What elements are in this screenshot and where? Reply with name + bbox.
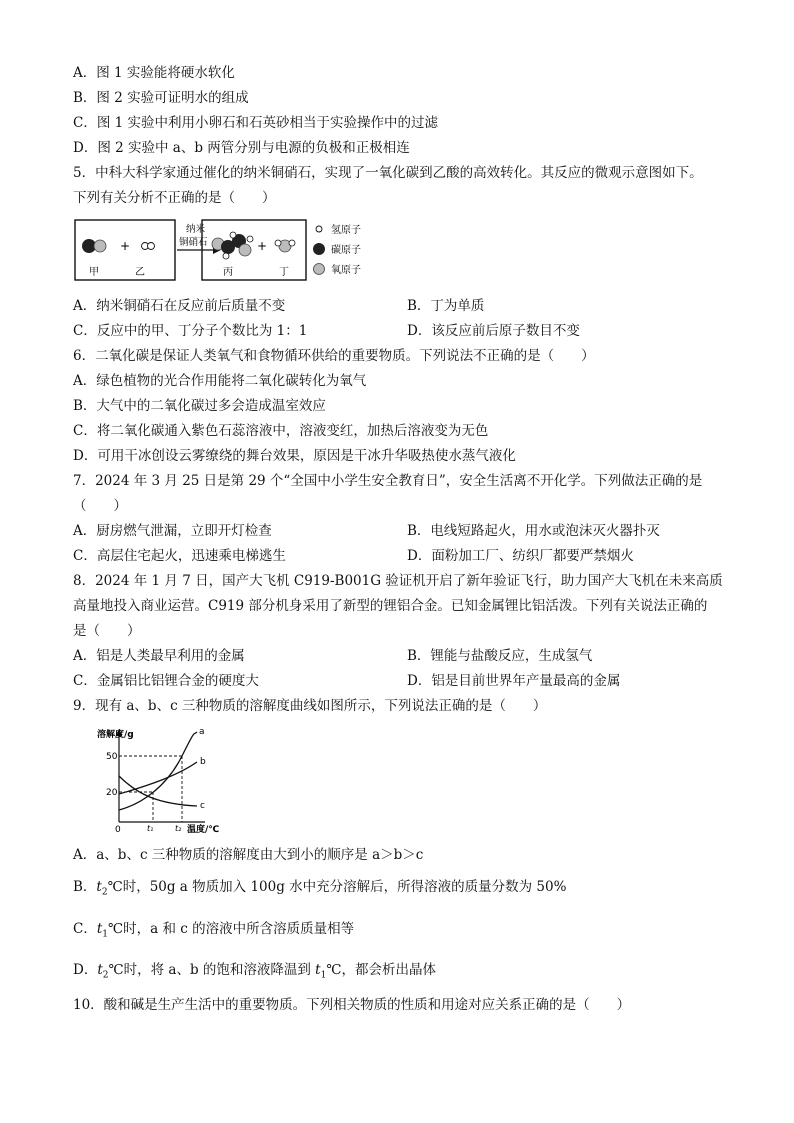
curve-a (119, 732, 197, 810)
legend-carbon-icon (313, 243, 325, 255)
q4-option-d: D．图 2 实验中 a、b 两管分别与电源的负极和正极相连 (73, 140, 410, 156)
y-axis-label: 溶解度/g (97, 730, 134, 740)
legend-hydrogen-icon (316, 226, 322, 232)
temp-symbol: t (315, 962, 321, 978)
q6-option-a: A．绿色植物的光合作用能将二氧化碳转化为氧气 (73, 373, 367, 389)
label-bing: 丙 (223, 267, 233, 278)
catalyst-label-top: 纳米 (186, 224, 206, 235)
q9-option-b (73, 878, 566, 902)
q9-option-a: A．a、b、c 三种物质的溶解度由大到小的顺序是 a＞b＞c (73, 847, 424, 863)
x-tick-t2: t₂ (175, 824, 182, 833)
q5-stem-line2: 下列有关分析不正确的是（ ） (73, 190, 276, 206)
x-axis-label: 温度/℃ (187, 825, 220, 835)
q9-stem: 9．现有 a、b、c 三种物质的溶解度曲线如图所示，下列说法正确的是（ ） (73, 698, 547, 714)
q8-stem-line1: 8．2024 年 1 月 7 日，国产大飞机 C919-B001G 验证机开启了新年验证飞行，助力国产大飞机在未来高质 (73, 573, 723, 589)
temp-symbol: t (97, 962, 103, 978)
legend-hydrogen: 氢原子 (331, 225, 361, 236)
q9-solubility-graph (97, 724, 237, 836)
q8-stem-line3: 是（ ） (73, 623, 141, 639)
q8-option-a: A．铝是人类最早利用的金属 (73, 648, 245, 664)
curve-label-b: b (200, 757, 206, 767)
q5-stem-line1: 5．中科大科学家通过催化的纳米铜硝石，实现了一氧化碳到乙酸的高效转化。其反应的微观示意图如下。 (73, 165, 703, 181)
option-text: ℃时，将 a、b 的饱和溶液降温到 (108, 962, 316, 978)
svg-text:+: + (256, 239, 268, 253)
option-label: B． (73, 879, 97, 895)
label-yi: 乙 (135, 267, 145, 278)
q7-option-d: D．面粉加工厂、纺织厂都要严禁烟火 (407, 548, 634, 564)
q7-option-c: C．高层住宅起火，迅速乘电梯逃生 (73, 548, 286, 564)
temp-symbol: t (96, 921, 103, 937)
q6-option-c: C．将二氧化碳通入紫色石蕊溶液中，溶液变红，加热后溶液变为无色 (73, 423, 489, 439)
x-tick-t1: t₁ (147, 824, 154, 833)
oxygen-atom (94, 240, 106, 252)
option-text: ℃时，50g a 物质加入 100g 水中充分溶解后，所得溶液的质量分数为 50% (107, 879, 567, 895)
q6-option-d: D．可用干冰创设云雾缭绕的舞台效果，原因是干冰升华吸热使水蒸气液化 (73, 448, 516, 464)
option-label: D． (73, 962, 98, 978)
q5-option-a: A．纳米铜硝石在反应前后质量不变 (73, 298, 286, 314)
temp-subscript: 1 (320, 970, 327, 981)
oxygen-atom (239, 244, 251, 256)
option-text: ℃，都会析出晶体 (326, 962, 436, 978)
hydrogen-atom (230, 232, 236, 238)
legend-carbon: 碳原子 (331, 245, 361, 256)
hydrogen-atom (289, 240, 295, 246)
temp-subscript: 2 (102, 970, 109, 981)
q6-option-b: B．大气中的二氧化碳过多会造成温室效应 (73, 398, 326, 414)
q4-option-b: B．图 2 实验可证明水的组成 (73, 90, 249, 106)
legend-oxygen-icon (314, 264, 325, 275)
temp-subscript: 2 (101, 887, 108, 898)
curve-b (119, 762, 197, 794)
q7-stem-line2: （ ） (73, 498, 127, 514)
q8-option-d: D．铝是目前世界年产量最高的金属 (407, 673, 621, 689)
label-jia: 甲 (89, 267, 99, 278)
option-text: ℃时，a 和 c 的溶液中所含溶质质量相等 (108, 921, 355, 937)
q8-option-b: B．锂能与盐酸反应，生成氢气 (407, 648, 593, 664)
x-origin: 0 (115, 825, 121, 835)
option-label: C． (73, 921, 97, 937)
legend-oxygen: 氧原子 (331, 265, 361, 276)
q4-option-c: C．图 1 实验中利用小卵石和石英砂相当于实验操作中的过滤 (73, 115, 439, 131)
temp-symbol: t (96, 879, 102, 895)
q5-option-b: B．丁为单质 (407, 298, 485, 314)
curve-label-c: c (200, 801, 205, 811)
hydrogen-atom (247, 236, 253, 242)
q5-option-c: C．反应中的甲、丁分子个数比为 1：1 (73, 323, 308, 339)
q8-stem-line2: 高量地投入商业运营。C919 部分机身采用了新型的锂铝合金。已知金属锂比铝活泼。下列有关说法正确的 (73, 598, 708, 614)
y-tick-20: 20 (106, 788, 118, 798)
q5-option-d: D．该反应前后原子数目不变 (407, 323, 580, 339)
q9-option-d (73, 961, 436, 985)
q7-option-a: A．厨房燃气泄漏，立即开灯检查 (73, 523, 272, 539)
q6-stem: 6．二氧化碳是保证人类氧气和食物循环供给的重要物质。下列说法不正确的是（ ） (73, 348, 595, 364)
q4-option-a: A．图 1 实验能将硬水软化 (73, 65, 235, 81)
curve-label-a: a (199, 727, 205, 737)
q5-reaction-diagram (73, 214, 403, 286)
q7-option-b: B．电线短路起火，用水或泡沫灭火器扑灭 (407, 523, 660, 539)
hydrogen-atom (148, 243, 155, 250)
q7-stem-line1: 7．2024 年 3 月 25 日是第 29 个“全国中小学生安全教育日”，安全生活离不开化学。下列做法正确的是 (73, 473, 703, 489)
hydrogen-atom (223, 253, 229, 259)
y-tick-50: 50 (106, 752, 118, 762)
hydrogen-atom (275, 240, 281, 246)
q9-option-c (73, 920, 354, 944)
label-ding: 丁 (279, 267, 289, 278)
catalyst-label-bottom: 铜硝石 (179, 237, 208, 248)
svg-text:+: + (119, 239, 131, 253)
q10-stem: 10．酸和碱是生产生活中的重要物质。下列相关物质的性质和用途对应关系正确的是（ ） (73, 997, 631, 1013)
q8-option-c: C．金属铝比铝锂合金的硬度大 (73, 673, 259, 689)
temp-subscript: 1 (102, 929, 109, 940)
